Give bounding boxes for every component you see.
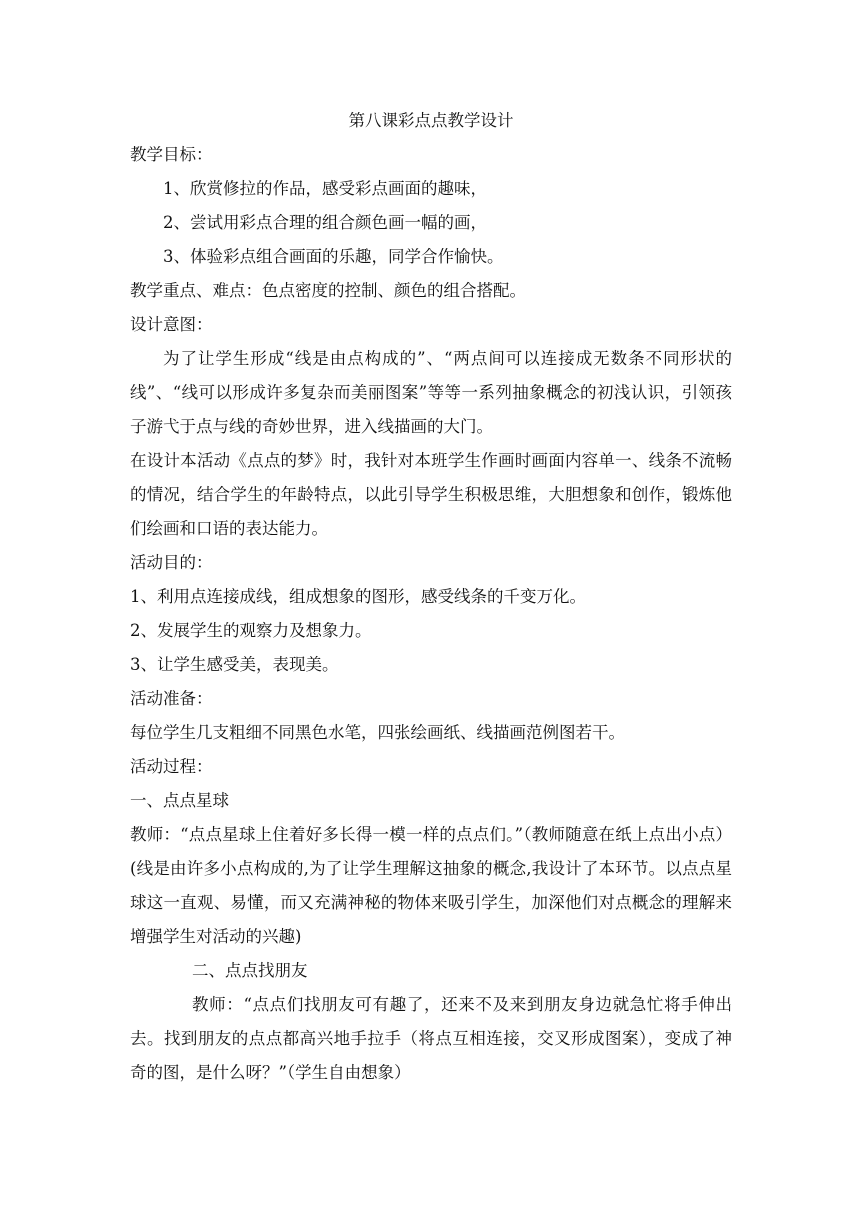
design-intent-paragraph: 为了让学生形成“线是由点构成的”、“两点间可以连接成无数条不同形状的线”、“线可以形成许多复杂而美丽图案”等等一系列抽象概念的初浅认识，引领孩子游弋于点与线的奇妙世界，进入线描画的大门。 xyxy=(130,349,732,436)
teaching-goals-heading: 教学目标： xyxy=(130,145,213,164)
activity-prep-text: 每位学生几支粗细不同黑色水笔，四张绘画纸、线描画范例图若干。 xyxy=(130,723,625,742)
document-body xyxy=(130,104,732,1090)
section-text: 教师：“点点们找朋友可有趣了，还来不及来到朋友身边就急忙将手伸出去。找到朋友的点点都高兴地手拉手（将点互相连接，交叉形成图案），变成了神奇的图，是什么呀？”（学生自由想象） xyxy=(130,995,732,1082)
teaching-goal-item: 1、欣赏修拉的作品，感受彩点画面的趣味， xyxy=(163,179,487,198)
key-points-line: 教学重点、难点：色点密度的控制、颜色的组合搭配。 xyxy=(130,281,526,300)
teaching-goal-item: 2、尝试用彩点合理的组合颜色画一幅的画， xyxy=(163,213,487,232)
activity-goal-item: 2、发展学生的观察力及想象力。 xyxy=(130,621,372,640)
activity-prep-heading: 活动准备： xyxy=(130,689,213,708)
section-text: 教师：“点点星球上住着好多长得一模一样的点点们。”（教师随意在纸上点出小点）(线是由许多小点构成的,为了让学生理解这抽象的概念,我设计了本环节。以点点星球这一直观、易懂，而又充满神秘的物体来吸引学生，加深他们对点概念的理解来增强学生对活动的兴趣) xyxy=(130,825,732,946)
design-intent-heading: 设计意图： xyxy=(130,315,213,334)
activity-process-heading: 活动过程： xyxy=(130,757,213,776)
document-title: 第八课彩点点教学设计 xyxy=(348,111,514,130)
activity-goal-item: 3、让学生感受美，表现美。 xyxy=(130,655,339,674)
section-heading: 二、点点找朋友 xyxy=(192,961,308,980)
activity-goal-item: 1、利用点连接成线，组成想象的图形，感受线条的千变万化。 xyxy=(130,587,586,606)
section-heading: 一、点点星球 xyxy=(130,791,229,810)
design-intent-paragraph: 在设计本活动《点点的梦》时，我针对本班学生作画时画面内容单一、线条不流畅的情况，结合学生的年龄特点，以此引导学生积极思维，大胆想象和创作，锻炼他们绘画和口语的表达能力。 xyxy=(130,451,732,538)
activity-goal-heading: 活动目的： xyxy=(130,553,213,572)
teaching-goal-item: 3、体验彩点组合画面的乐趣，同学合作愉快。 xyxy=(163,247,504,266)
